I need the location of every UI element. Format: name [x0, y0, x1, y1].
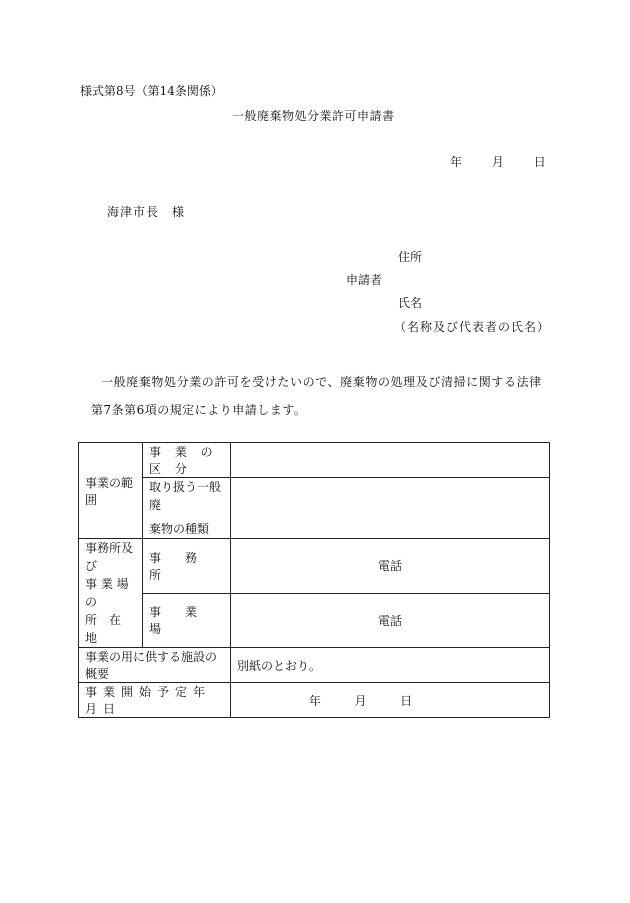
- facility-value-field[interactable]: [231, 648, 550, 683]
- table-row: [79, 648, 550, 683]
- start-date-day: 日: [400, 693, 413, 708]
- location-label-cell: [79, 539, 143, 648]
- category-label: 事 業 の 区 分: [143, 443, 231, 478]
- table-row: [79, 539, 550, 594]
- scope-label-cell: [79, 443, 143, 539]
- start-date-year: 年: [308, 693, 321, 708]
- waste-type-label-cell: [143, 478, 231, 539]
- date-line: [450, 153, 546, 170]
- body-text-line-1: 一般廃棄物処分業の許可を受けたいので、廃棄物の処理及び清掃に関する法律: [101, 375, 542, 389]
- facility-value: 別紙のとおり。: [237, 658, 322, 673]
- site-label: 事 業 場: [143, 593, 231, 648]
- location-label-line2: 事 業 場 の: [85, 577, 129, 609]
- office-tel-label: 電話: [377, 559, 402, 574]
- location-label-line1: 事務所及び: [85, 541, 134, 573]
- document-title: 一般廃棄物処分業許可申請書: [232, 109, 395, 123]
- scope-label: 事業の範囲: [85, 475, 134, 507]
- office-label: 事 務 所: [143, 539, 231, 594]
- facility-label: 事業の用に供する施設の概要: [79, 648, 231, 683]
- table-row: [79, 478, 550, 539]
- application-table: [78, 442, 550, 718]
- form-number: 様式第8号（第14条関係）: [80, 84, 223, 98]
- site-value-field[interactable]: [231, 593, 550, 648]
- address-label: 住所: [398, 250, 423, 264]
- body-text-line-2: 第7条第6項の規定により申請します。: [91, 403, 307, 417]
- applicant-label: 申請者: [346, 273, 383, 287]
- date-month: 月: [491, 155, 504, 169]
- date-day: 日: [533, 155, 546, 169]
- category-value-field[interactable]: [231, 443, 550, 478]
- waste-type-value-field[interactable]: [231, 478, 550, 539]
- waste-type-label-line2: 棄物の種類: [149, 522, 210, 536]
- office-value-field[interactable]: [231, 539, 550, 594]
- location-label-line3: 所 在 地: [85, 613, 134, 645]
- start-date-label: 事業開始予定年月日: [79, 683, 231, 718]
- name-label: 氏名: [398, 296, 423, 310]
- addressee: 海津市長 様: [107, 205, 186, 219]
- table-row: [79, 443, 550, 478]
- site-tel-label: 電話: [377, 613, 402, 628]
- name-note: （名称及び代表者の氏名）: [394, 320, 551, 334]
- table-row: [79, 593, 550, 648]
- table-row: [79, 683, 550, 718]
- waste-type-label-line1: 取り扱う一般廃: [149, 480, 222, 512]
- start-date-month: 月: [354, 693, 367, 708]
- start-date-value-field[interactable]: [231, 683, 550, 718]
- date-year: 年: [450, 155, 463, 169]
